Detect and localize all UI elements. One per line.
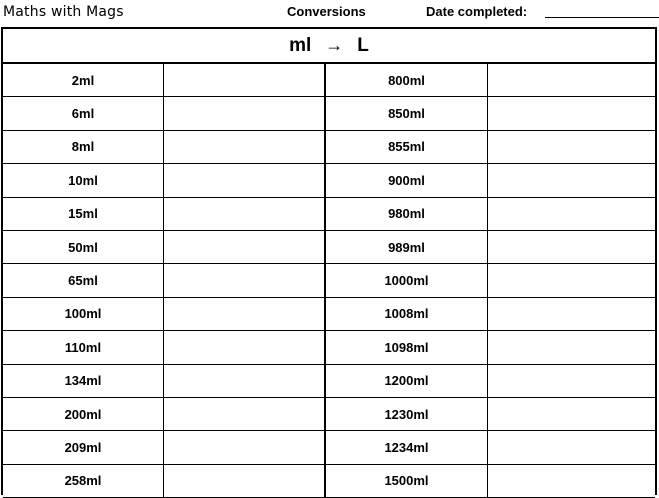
left-question: 209ml <box>3 431 164 463</box>
left-answer-field[interactable] <box>164 365 326 397</box>
right-answer-field[interactable] <box>488 431 655 463</box>
right-question: 1200ml <box>326 365 488 397</box>
table-row <box>3 365 655 398</box>
left-question: 65ml <box>3 264 164 296</box>
left-answer-field[interactable] <box>164 164 326 196</box>
right-question: 855ml <box>326 131 488 163</box>
from-unit: ml <box>289 34 312 56</box>
left-question: 8ml <box>3 131 164 163</box>
right-answer-field[interactable] <box>488 365 655 397</box>
right-question: 1230ml <box>326 398 488 430</box>
left-answer-field[interactable] <box>164 198 326 230</box>
date-completed-label: Date completed: <box>426 4 528 19</box>
left-answer-field[interactable] <box>164 298 326 330</box>
left-question: 2ml <box>3 64 164 96</box>
left-question: 258ml <box>3 465 164 497</box>
table-row <box>3 231 655 264</box>
left-answer-field[interactable] <box>164 264 326 296</box>
table-row <box>3 131 655 164</box>
right-answer-field[interactable] <box>488 164 655 196</box>
left-question: 10ml <box>3 164 164 196</box>
left-answer-field[interactable] <box>164 131 326 163</box>
arrow-right-icon: → <box>325 35 344 55</box>
left-answer-field[interactable] <box>164 398 326 430</box>
left-question: 134ml <box>3 365 164 397</box>
left-answer-field[interactable] <box>164 331 326 363</box>
left-question: 200ml <box>3 398 164 430</box>
table-title <box>3 29 655 64</box>
right-answer-field[interactable] <box>488 131 655 163</box>
table-row <box>3 431 655 464</box>
left-question: 100ml <box>3 298 164 330</box>
right-question: 850ml <box>326 97 488 129</box>
worksheet-subject: Conversions <box>287 4 366 19</box>
left-question: 110ml <box>3 331 164 363</box>
right-question: 1234ml <box>326 431 488 463</box>
table-row <box>3 465 655 498</box>
left-question: 50ml <box>3 231 164 263</box>
table-row <box>3 298 655 331</box>
table-row <box>3 398 655 431</box>
left-answer-field[interactable] <box>164 431 326 463</box>
left-question: 15ml <box>3 198 164 230</box>
table-row <box>3 198 655 231</box>
right-question: 800ml <box>326 64 488 96</box>
right-answer-field[interactable] <box>488 331 655 363</box>
table-row <box>3 97 655 130</box>
table-row <box>3 64 655 97</box>
page-header <box>0 0 659 28</box>
right-question: 1008ml <box>326 298 488 330</box>
left-answer-field[interactable] <box>164 231 326 263</box>
brand-name: Maths with Mags <box>3 4 124 20</box>
right-question: 900ml <box>326 164 488 196</box>
right-question: 989ml <box>326 231 488 263</box>
right-answer-field[interactable] <box>488 97 655 129</box>
right-answer-field[interactable] <box>488 264 655 296</box>
left-answer-field[interactable] <box>164 64 326 96</box>
right-question: 1500ml <box>326 465 488 497</box>
right-question: 1098ml <box>326 331 488 363</box>
right-answer-field[interactable] <box>488 298 655 330</box>
right-answer-field[interactable] <box>488 465 655 497</box>
right-answer-field[interactable] <box>488 64 655 96</box>
table-row <box>3 331 655 364</box>
right-answer-field[interactable] <box>488 231 655 263</box>
right-question: 980ml <box>326 198 488 230</box>
left-question: 6ml <box>3 97 164 129</box>
right-answer-field[interactable] <box>488 398 655 430</box>
conversion-table <box>1 27 657 495</box>
date-completed-field[interactable] <box>545 17 659 18</box>
left-answer-field[interactable] <box>164 465 326 497</box>
right-answer-field[interactable] <box>488 198 655 230</box>
table-row <box>3 264 655 297</box>
to-unit: L <box>357 34 369 56</box>
left-answer-field[interactable] <box>164 97 326 129</box>
right-question: 1000ml <box>326 264 488 296</box>
table-row <box>3 164 655 197</box>
